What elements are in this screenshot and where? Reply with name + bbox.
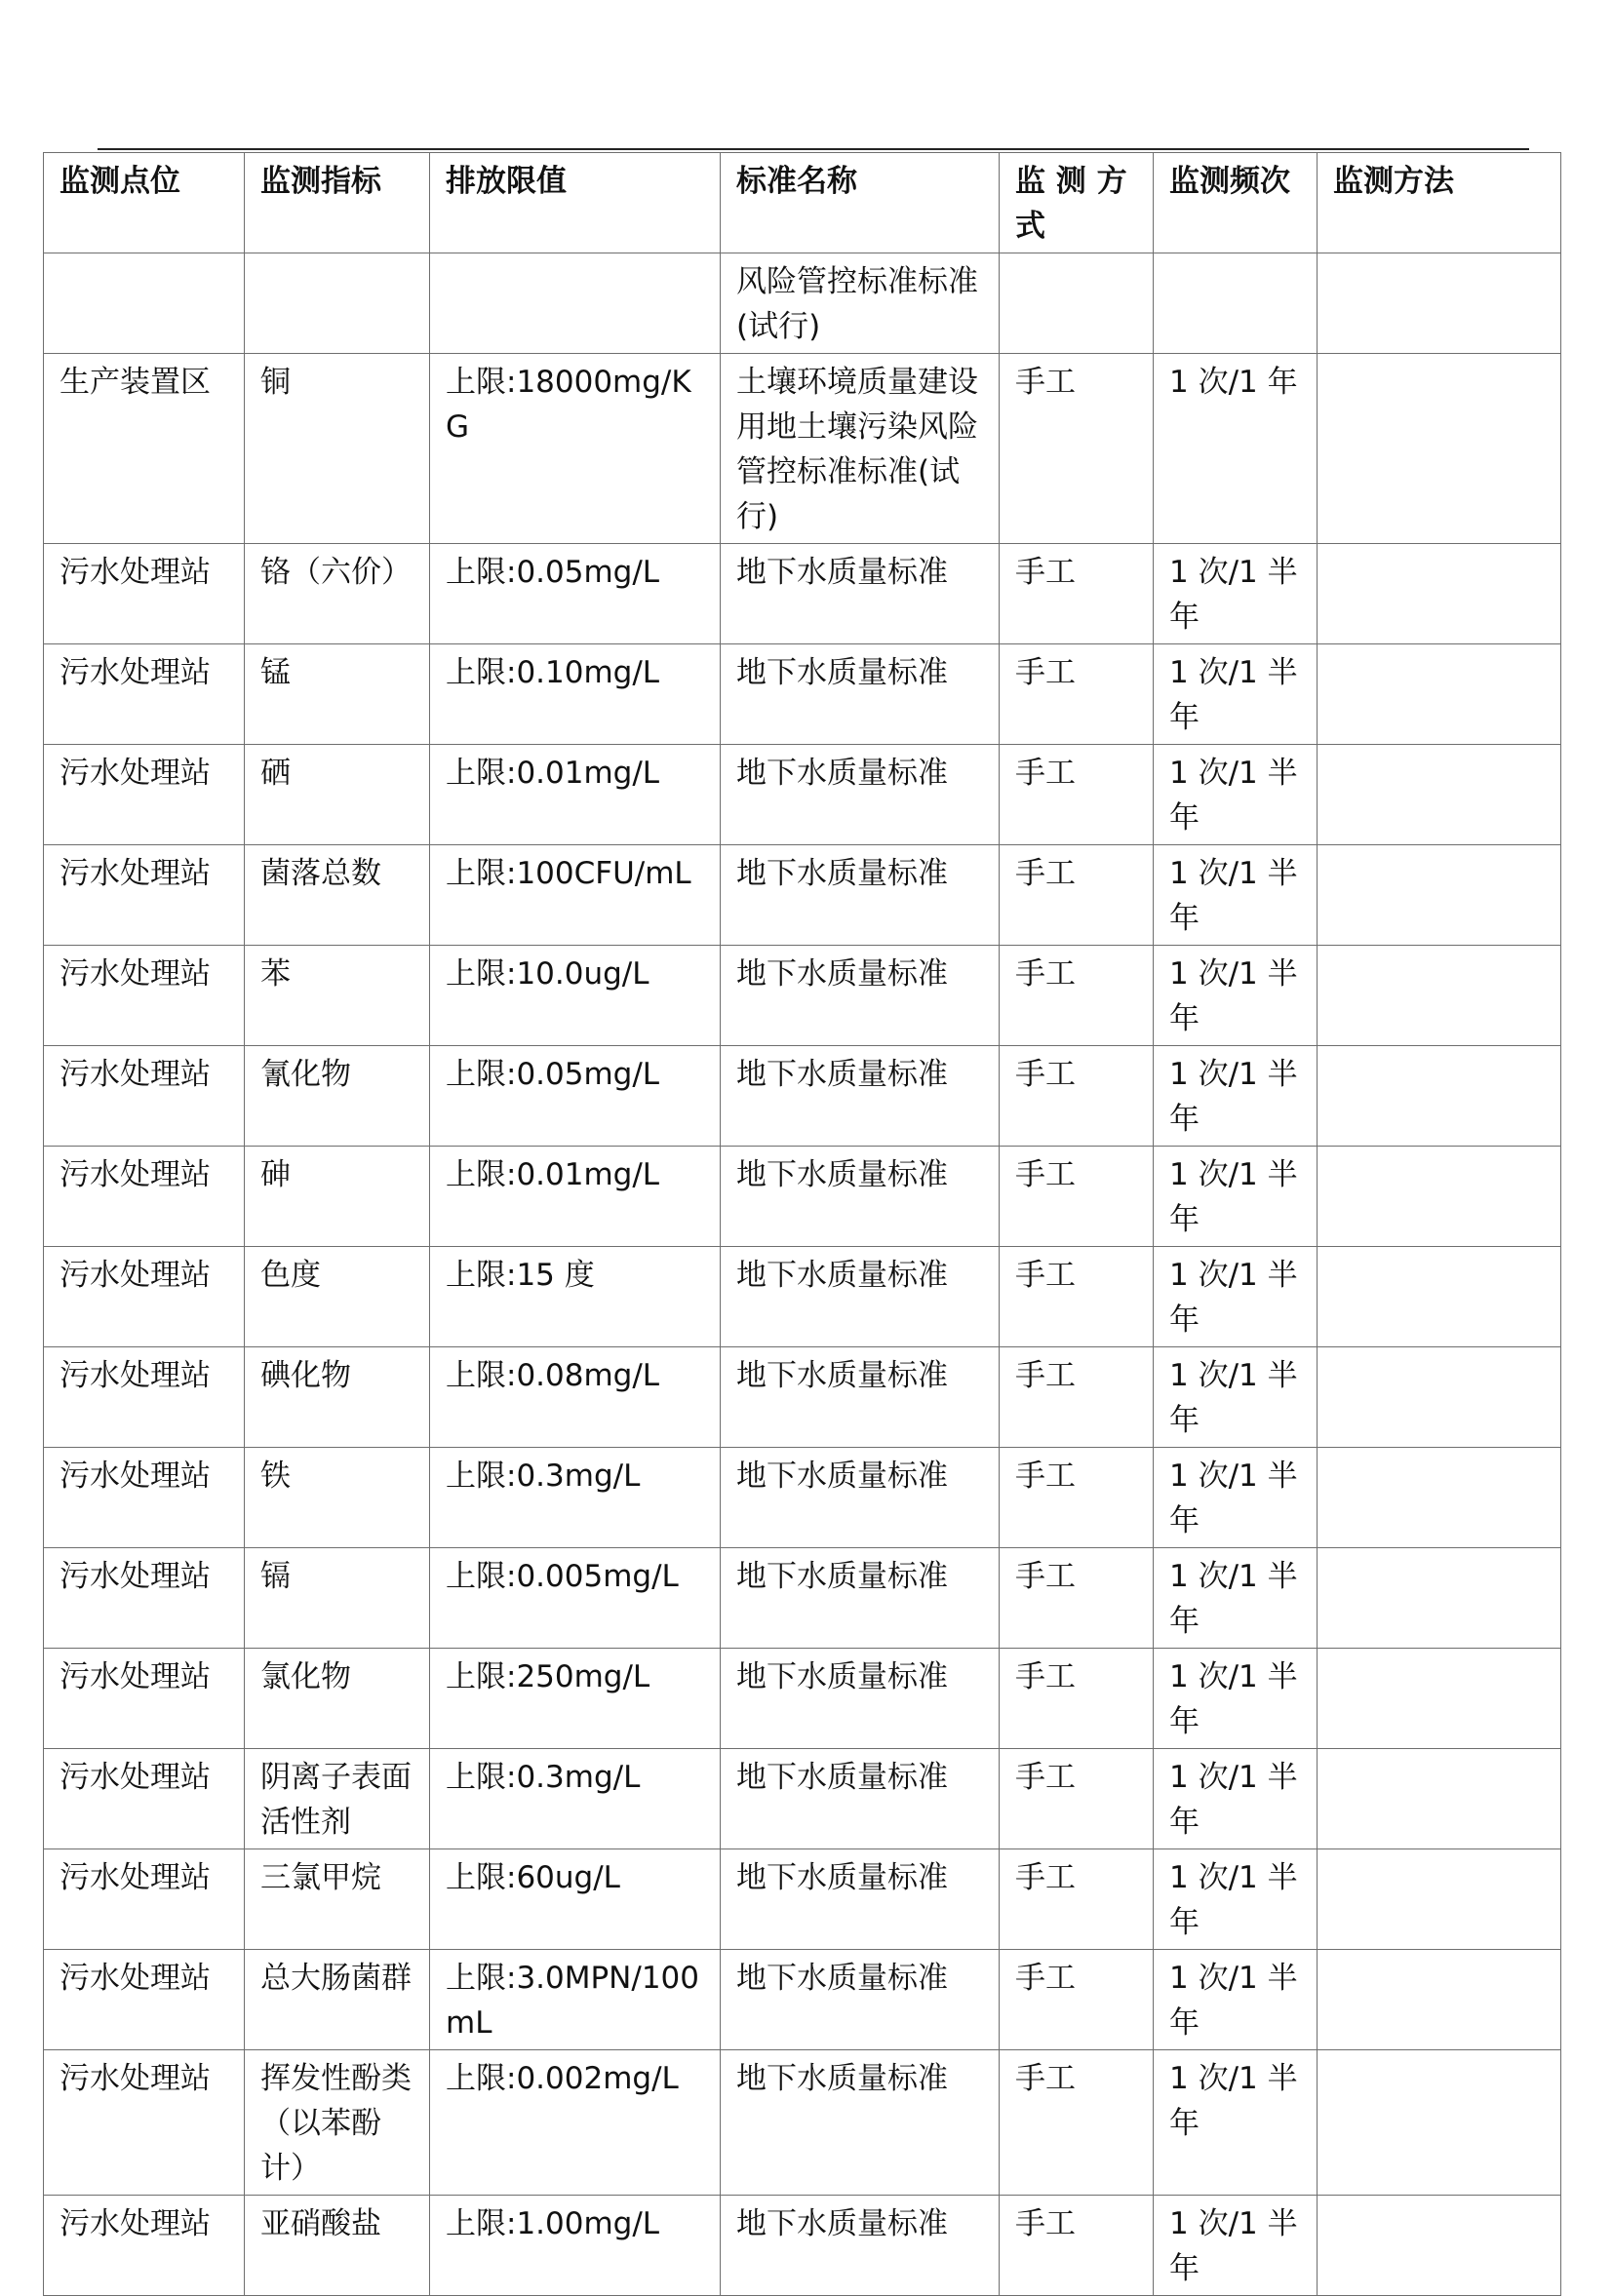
cell-standard: 风险管控标准标准(试行) [721,253,1000,354]
cell-monitoring-point: 污水处理站 [44,544,245,644]
cell-indicator: 菌落总数 [245,845,430,946]
cell-indicator: 三氯甲烷 [245,1849,430,1950]
cell-method [1318,1147,1561,1247]
cell-mode: 手工 [1000,1950,1154,2050]
table-row [44,1950,1561,2050]
cell-limit: 上限:0.3mg/L [430,1448,721,1548]
table-row [44,1548,1561,1649]
cell-mode: 手工 [1000,544,1154,644]
cell-standard: 地下水质量标准 [721,2050,1000,2196]
cell-indicator: 铬（六价） [245,544,430,644]
cell-indicator: 铁 [245,1448,430,1548]
cell-method [1318,2196,1561,2296]
cell-indicator: 阴离子表面活性剂 [245,1749,430,1849]
cell-mode: 手工 [1000,2050,1154,2196]
table-row [44,354,1561,544]
cell-method [1318,1950,1561,2050]
cell-standard: 地下水质量标准 [721,1849,1000,1950]
cell-mode: 手工 [1000,1448,1154,1548]
cell-monitoring-point: 污水处理站 [44,1448,245,1548]
table-row [44,745,1561,845]
cell-frequency: 1 次/1 半年 [1154,644,1318,745]
cell-limit: 上限:0.10mg/L [430,644,721,745]
cell-limit: 上限:100CFU/mL [430,845,721,946]
cell-standard: 地下水质量标准 [721,1247,1000,1347]
cell-standard: 地下水质量标准 [721,946,1000,1046]
cell-limit: 上限:250mg/L [430,1649,721,1749]
header-monitoring-mode: 监 测 方 式 [1000,153,1154,253]
cell-standard: 地下水质量标准 [721,1448,1000,1548]
cell-method [1318,1046,1561,1147]
cell-frequency: 1 次/1 半年 [1154,946,1318,1046]
cell-indicator [245,253,430,354]
monitoring-table [43,152,1561,2296]
cell-indicator: 砷 [245,1147,430,1247]
cell-monitoring-point: 污水处理站 [44,2050,245,2196]
table-row [44,946,1561,1046]
cell-indicator: 镉 [245,1548,430,1649]
table-row [44,1347,1561,1448]
cell-monitoring-point: 污水处理站 [44,1849,245,1950]
cell-monitoring-point: 污水处理站 [44,1147,245,1247]
header-emission-limit: 排放限值 [430,153,721,253]
table-row [44,1849,1561,1950]
cell-monitoring-point: 污水处理站 [44,1548,245,1649]
cell-indicator: 总大肠菌群 [245,1950,430,2050]
cell-monitoring-point: 污水处理站 [44,1347,245,1448]
cell-frequency: 1 次/1 半年 [1154,1950,1318,2050]
cell-method [1318,1247,1561,1347]
cell-standard: 地下水质量标准 [721,1046,1000,1147]
table-row [44,845,1561,946]
table-row [44,1649,1561,1749]
cell-limit: 上限:0.01mg/L [430,745,721,845]
cell-limit: 上限:1.00mg/L [430,2196,721,2296]
cell-indicator: 氰化物 [245,1046,430,1147]
table-row [44,1046,1561,1147]
cell-frequency: 1 次/1 半年 [1154,2196,1318,2296]
cell-method [1318,1649,1561,1749]
cell-frequency: 1 次/1 半年 [1154,1649,1318,1749]
cell-monitoring-point: 污水处理站 [44,1247,245,1347]
cell-frequency: 1 次/1 半年 [1154,1548,1318,1649]
cell-monitoring-point: 污水处理站 [44,1950,245,2050]
header-standard-name: 标准名称 [721,153,1000,253]
header-row [44,153,1561,253]
cell-monitoring-point: 污水处理站 [44,644,245,745]
table-row [44,544,1561,644]
cell-mode: 手工 [1000,644,1154,745]
cell-method [1318,745,1561,845]
cell-limit: 上限:0.002mg/L [430,2050,721,2196]
header-monitoring-frequency: 监测频次 [1154,153,1318,253]
header-monitoring-indicator: 监测指标 [245,153,430,253]
top-rule [98,148,1529,150]
cell-monitoring-point: 污水处理站 [44,845,245,946]
cell-frequency: 1 次/1 半年 [1154,1849,1318,1950]
cell-limit: 上限:0.05mg/L [430,1046,721,1147]
cell-mode: 手工 [1000,1649,1154,1749]
cell-mode: 手工 [1000,1749,1154,1849]
cell-method [1318,1849,1561,1950]
cell-standard: 地下水质量标准 [721,1950,1000,2050]
table-row [44,2196,1561,2296]
cell-frequency [1154,253,1318,354]
cell-monitoring-point: 生产装置区 [44,354,245,544]
cell-monitoring-point: 污水处理站 [44,1046,245,1147]
cell-limit: 上限:60ug/L [430,1849,721,1950]
cell-standard: 地下水质量标准 [721,845,1000,946]
cell-method [1318,2050,1561,2196]
cell-method [1318,1448,1561,1548]
cell-method [1318,1347,1561,1448]
cell-mode: 手工 [1000,1247,1154,1347]
cell-monitoring-point: 污水处理站 [44,1749,245,1849]
cell-mode [1000,253,1154,354]
cell-monitoring-point [44,253,245,354]
cell-frequency: 1 次/1 年 [1154,354,1318,544]
cell-indicator: 亚硝酸盐 [245,2196,430,2296]
cell-monitoring-point: 污水处理站 [44,745,245,845]
header-monitoring-method: 监测方法 [1318,153,1561,253]
cell-standard: 地下水质量标准 [721,2196,1000,2296]
cell-indicator: 锰 [245,644,430,745]
cell-frequency: 1 次/1 半年 [1154,1347,1318,1448]
cell-limit: 上限:0.08mg/L [430,1347,721,1448]
cell-method [1318,354,1561,544]
cell-indicator: 碘化物 [245,1347,430,1448]
cell-method [1318,644,1561,745]
cell-frequency: 1 次/1 半年 [1154,2050,1318,2196]
cell-standard: 地下水质量标准 [721,1147,1000,1247]
cell-method [1318,845,1561,946]
cell-limit: 上限:10.0ug/L [430,946,721,1046]
table-row [44,1749,1561,1849]
cell-mode: 手工 [1000,1347,1154,1448]
table-row [44,2050,1561,2196]
cell-mode: 手工 [1000,1548,1154,1649]
cell-standard: 地下水质量标准 [721,1649,1000,1749]
cell-method [1318,1548,1561,1649]
cell-monitoring-point: 污水处理站 [44,1649,245,1749]
cell-limit: 上限:0.05mg/L [430,544,721,644]
cell-mode: 手工 [1000,2196,1154,2296]
cell-standard: 土壤环境质量建设用地土壤污染风险管控标准标准(试行) [721,354,1000,544]
cell-mode: 手工 [1000,946,1154,1046]
table-row [44,1147,1561,1247]
cell-limit: 上限:0.01mg/L [430,1147,721,1247]
table-row [44,644,1561,745]
cell-limit: 上限:15 度 [430,1247,721,1347]
cell-mode: 手工 [1000,845,1154,946]
cell-standard: 地下水质量标准 [721,745,1000,845]
cell-standard: 地下水质量标准 [721,1347,1000,1448]
cell-indicator: 挥发性酚类（以苯酚计） [245,2050,430,2196]
cell-frequency: 1 次/1 半年 [1154,1448,1318,1548]
cell-limit: 上限:0.005mg/L [430,1548,721,1649]
cell-indicator: 氯化物 [245,1649,430,1749]
cell-method [1318,253,1561,354]
cell-standard: 地下水质量标准 [721,644,1000,745]
header-monitoring-point: 监测点位 [44,153,245,253]
cell-standard: 地下水质量标准 [721,1548,1000,1649]
cell-indicator: 硒 [245,745,430,845]
cell-indicator: 色度 [245,1247,430,1347]
cell-frequency: 1 次/1 半年 [1154,1046,1318,1147]
cell-limit: 上限:3.0MPN/100mL [430,1950,721,2050]
cell-limit [430,253,721,354]
cell-frequency: 1 次/1 半年 [1154,745,1318,845]
cell-standard: 地下水质量标准 [721,544,1000,644]
cell-frequency: 1 次/1 半年 [1154,1749,1318,1849]
cell-method [1318,946,1561,1046]
cell-indicator: 铜 [245,354,430,544]
cell-mode: 手工 [1000,1046,1154,1147]
cell-mode: 手工 [1000,1849,1154,1950]
cell-method [1318,544,1561,644]
cell-mode: 手工 [1000,1147,1154,1247]
cell-frequency: 1 次/1 半年 [1154,845,1318,946]
cell-method [1318,1749,1561,1849]
cell-indicator: 苯 [245,946,430,1046]
cell-frequency: 1 次/1 半年 [1154,1147,1318,1247]
cell-frequency: 1 次/1 半年 [1154,544,1318,644]
cell-limit: 上限:18000mg/KG [430,354,721,544]
table-row [44,1247,1561,1347]
table-row [44,1448,1561,1548]
cell-limit: 上限:0.3mg/L [430,1749,721,1849]
cell-mode: 手工 [1000,354,1154,544]
cell-standard: 地下水质量标准 [721,1749,1000,1849]
cell-monitoring-point: 污水处理站 [44,946,245,1046]
table-row [44,253,1561,354]
cell-monitoring-point: 污水处理站 [44,2196,245,2296]
cell-frequency: 1 次/1 半年 [1154,1247,1318,1347]
cell-mode: 手工 [1000,745,1154,845]
